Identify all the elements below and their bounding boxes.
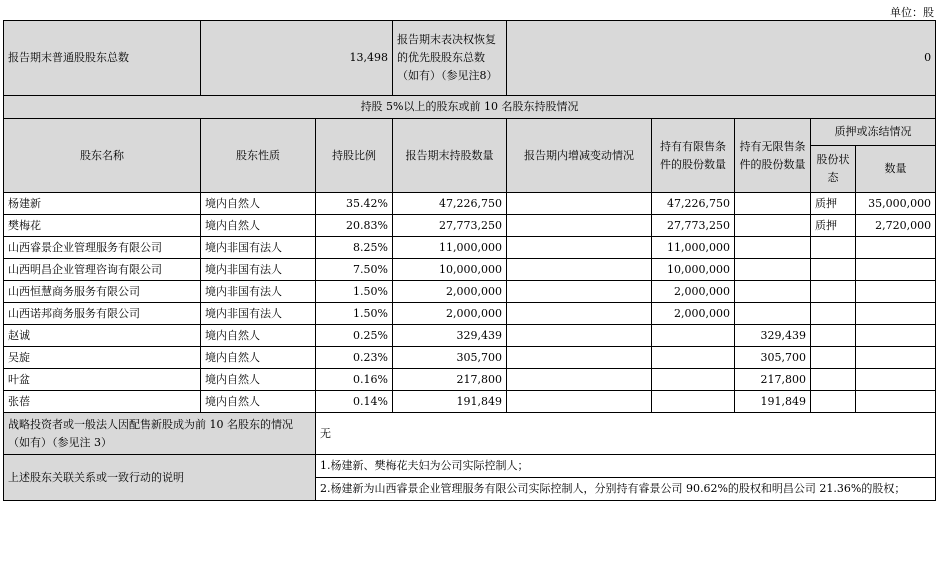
cell-unrestricted: 191,849 [735,391,811,413]
cell-name: 山西恒慧商务服务有限公司 [4,281,201,303]
cell-pledge-qty: 2,720,000 [856,215,936,237]
cell-qty: 11,000,000 [393,237,507,259]
cell-change [507,325,652,347]
cell-pledge-status [811,281,856,303]
cell-qty: 217,800 [393,369,507,391]
cell-pledge-status [811,303,856,325]
cell-unrestricted [735,193,811,215]
cell-unrestricted [735,259,811,281]
cell-pledge-qty [856,281,936,303]
table-row [4,215,936,237]
cell-nature: 境内自然人 [201,391,316,413]
cell-pledge-status [811,259,856,281]
cell-ratio: 7.50% [316,259,393,281]
col-header-nature: 股东性质 [201,119,316,193]
cell-qty: 305,700 [393,347,507,369]
col-header-ratio: 持股比例 [316,119,393,193]
relation-line-2: 2.杨建新为山西睿景企业管理服务有限公司实际控制人，分别持有睿景公司 90.62%的股权和明昌公司 21.36%的股权； [316,478,936,501]
cell-nature: 境内非国有法人 [201,303,316,325]
cell-pledge-qty [856,259,936,281]
cell-pledge-qty: 35,000,000 [856,193,936,215]
table-row [4,237,936,259]
cell-unrestricted [735,215,811,237]
col-header-pledge-status: 股份状态 [811,146,856,193]
unit-label: 单位：股 [890,6,934,19]
col-header-pledge-group: 质押或冻结情况 [811,119,936,146]
cell-pledge-status [811,237,856,259]
preferred-holders-value: 0 [507,21,936,96]
cell-name: 张蓓 [4,391,201,413]
cell-qty: 47,226,750 [393,193,507,215]
cell-pledge-qty [856,303,936,325]
col-header-unrestricted: 持有无限售条件的股份数量 [735,119,811,193]
table-row [4,281,936,303]
cell-name: 山西明昌企业管理咨询有限公司 [4,259,201,281]
strategic-investor-row [4,413,936,455]
cell-restricted: 47,226,750 [652,193,735,215]
col-header-change: 报告期内增减变动情况 [507,119,652,193]
table-body [4,21,936,501]
cell-change [507,391,652,413]
cell-restricted: 27,773,250 [652,215,735,237]
cell-pledge-status [811,391,856,413]
section-title: 持股 5%以上的股东或前 10 名股东持股情况 [4,96,936,119]
cell-restricted: 2,000,000 [652,281,735,303]
table-row [4,325,936,347]
cell-pledge-qty [856,325,936,347]
col-header-restricted: 持有有限售条件的股份数量 [652,119,735,193]
cell-qty: 2,000,000 [393,281,507,303]
cell-change [507,369,652,391]
cell-qty: 191,849 [393,391,507,413]
cell-nature: 境内自然人 [201,347,316,369]
cell-qty: 27,773,250 [393,215,507,237]
cell-change [507,281,652,303]
strategic-value: 无 [316,413,936,455]
cell-unrestricted: 305,700 [735,347,811,369]
cell-restricted: 11,000,000 [652,237,735,259]
cell-ratio: 0.16% [316,369,393,391]
relation-label: 上述股东关联关系或一致行动的说明 [4,455,316,501]
shareholder-table [3,20,936,501]
cell-name: 山西睿景企业管理服务有限公司 [4,237,201,259]
cell-change [507,303,652,325]
cell-unrestricted [735,303,811,325]
cell-change [507,237,652,259]
cell-ratio: 20.83% [316,215,393,237]
cell-nature: 境内非国有法人 [201,237,316,259]
cell-qty: 2,000,000 [393,303,507,325]
cell-change [507,193,652,215]
cell-ratio: 1.50% [316,303,393,325]
relation-row [4,455,936,478]
cell-unrestricted: 217,800 [735,369,811,391]
cell-change [507,347,652,369]
strategic-label: 战略投资者或一般法人因配售新股成为前 10 名股东的情况（如有）（参见注 3） [4,413,316,455]
section-title-row [4,96,936,119]
cell-restricted [652,347,735,369]
cell-nature: 境内自然人 [201,325,316,347]
table-row [4,303,936,325]
table-row [4,193,936,215]
cell-ratio: 1.50% [316,281,393,303]
cell-qty: 10,000,000 [393,259,507,281]
cell-nature: 境内自然人 [201,215,316,237]
cell-name: 樊梅花 [4,215,201,237]
cell-unrestricted: 329,439 [735,325,811,347]
preferred-holders-label: 报告期末表决权恢复的优先股股东总数（如有）（参见注8） [393,21,507,96]
cell-restricted [652,369,735,391]
col-header-qty: 报告期末持股数量 [393,119,507,193]
summary-row [4,21,936,96]
cell-pledge-qty [856,391,936,413]
cell-restricted [652,391,735,413]
col-header-name: 股东名称 [4,119,201,193]
cell-nature: 境内自然人 [201,193,316,215]
cell-name: 赵诚 [4,325,201,347]
header-row-1 [4,119,936,146]
cell-ratio: 35.42% [316,193,393,215]
cell-restricted: 10,000,000 [652,259,735,281]
table-row [4,347,936,369]
table-row [4,391,936,413]
cell-change [507,259,652,281]
cell-restricted: 2,000,000 [652,303,735,325]
cell-nature: 境内非国有法人 [201,259,316,281]
relation-line-1: 1.杨建新、樊梅花夫妇为公司实际控制人； [316,455,936,478]
cell-change [507,215,652,237]
table-row [4,369,936,391]
cell-nature: 境内自然人 [201,369,316,391]
cell-pledge-status: 质押 [811,215,856,237]
cell-unrestricted [735,281,811,303]
cell-pledge-status [811,369,856,391]
cell-pledge-status [811,325,856,347]
cell-name: 杨建新 [4,193,201,215]
cell-ratio: 0.14% [316,391,393,413]
cell-pledge-qty [856,237,936,259]
cell-pledge-status: 质押 [811,193,856,215]
cell-nature: 境内非国有法人 [201,281,316,303]
cell-pledge-qty [856,347,936,369]
common-holders-label: 报告期末普通股股东总数 [4,21,201,96]
cell-ratio: 8.25% [316,237,393,259]
cell-ratio: 0.25% [316,325,393,347]
cell-ratio: 0.23% [316,347,393,369]
col-header-pledge-qty: 数量 [856,146,936,193]
cell-unrestricted [735,237,811,259]
cell-name: 吴旋 [4,347,201,369]
cell-pledge-qty [856,369,936,391]
cell-qty: 329,439 [393,325,507,347]
cell-name: 叶盆 [4,369,201,391]
cell-restricted [652,325,735,347]
cell-pledge-status [811,347,856,369]
common-holders-value: 13,498 [201,21,393,96]
table-row [4,259,936,281]
cell-name: 山西诺邦商务服务有限公司 [4,303,201,325]
